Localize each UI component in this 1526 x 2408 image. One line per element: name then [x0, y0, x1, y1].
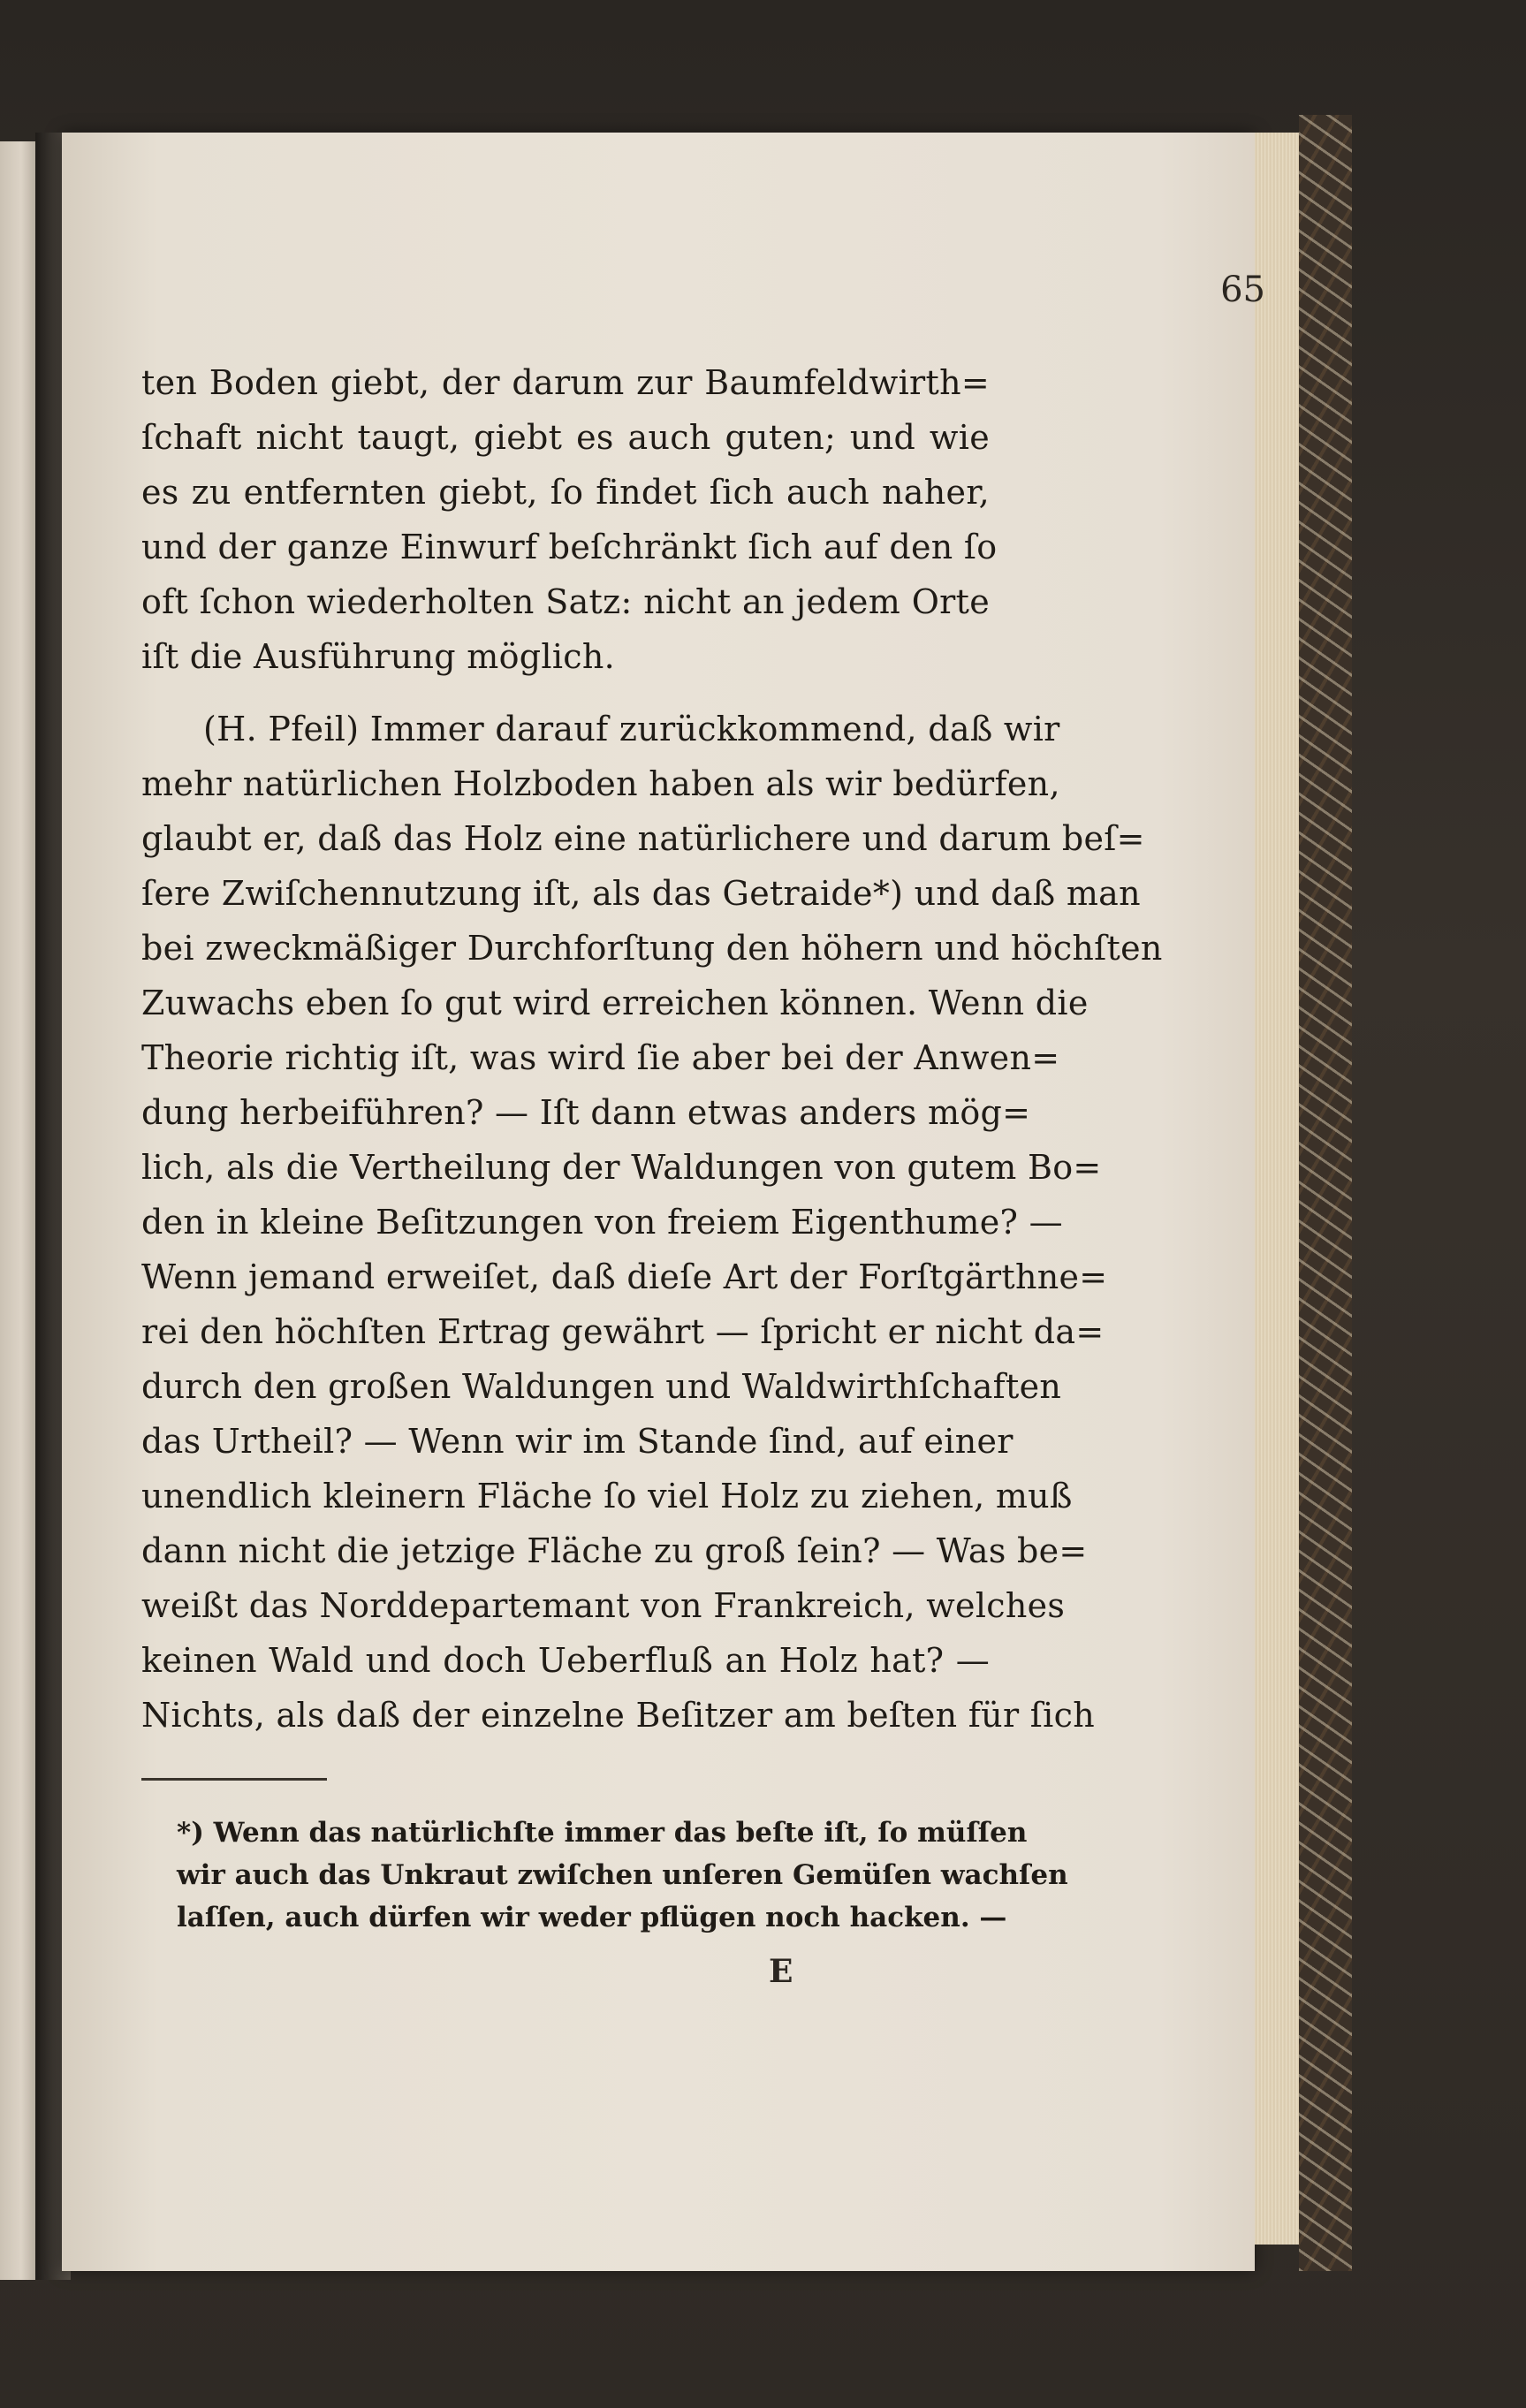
- text-line: lich, als die Vertheilung der Waldungen von gutem Bo=: [141, 1148, 1102, 1187]
- text-line: weißt das Norddepartemant von Frankreich, welches: [141, 1586, 1066, 1625]
- text-line: unendlich kleinern Fläche ſo viel Holz zu ziehen, muß: [141, 1477, 1073, 1515]
- text-line: den in kleine Beſitzungen von freiem Eigenthume? —: [141, 1203, 1063, 1242]
- footnote-line: laſſen, auch dürfen wir weder pflügen noch hacken. —: [177, 1902, 1007, 1933]
- text-line: das Urtheil? — Wenn wir im Stande ſind, auf einer: [141, 1422, 1014, 1461]
- text-line: durch den großen Waldungen und Waldwirthſchaften: [141, 1367, 1062, 1406]
- text-line: (H. Pfeil) Immer darauf zurückkommend, daß wir: [203, 710, 1060, 748]
- text-line: Theorie richtig iſt, was wird ſie aber bei der Anwen=: [141, 1038, 1060, 1077]
- left-page-edge: [0, 141, 35, 2280]
- text-line: ten Boden giebt, der darum zur Baumfeldwirth=: [141, 363, 990, 402]
- text-line: es zu entfernten giebt, ſo findet ſich auch naher,: [141, 473, 990, 512]
- footnote-line: wir auch das Unkraut zwiſchen unſeren Gemüſen wachſen: [177, 1859, 1068, 1891]
- text-line: dann nicht die jetzige Fläche zu groß ſein? — Was be=: [141, 1531, 1088, 1570]
- text-line: und der ganze Einwurf beſchränkt ſich auf den ſo: [141, 528, 998, 566]
- text-line: Nichts, als daß der einzelne Beſitzer am beſten für ſich: [141, 1696, 1095, 1735]
- main-text: [141, 355, 1163, 1743]
- text-line: ſere Zwiſchennutzung iſt, als das Getraide*) und daß man: [141, 874, 1141, 913]
- text-line: Zuwachs eben ſo gut wird erreichen können. Wenn die: [141, 984, 1089, 1022]
- text-line: dung herbeiführen? — Iſt dann etwas anders mög=: [141, 1093, 1031, 1132]
- text-line: keinen Wald und doch Ueberfluß an Holz hat? —: [141, 1641, 990, 1680]
- text-line: bei zweckmäßiger Durchforſtung den höhern und höchſten: [141, 929, 1163, 968]
- text-line: iſt die Ausführung möglich.: [141, 637, 616, 676]
- text-line: glaubt er, daß das Holz eine natürlichere und darum beſ=: [141, 819, 1145, 858]
- page-number: 65: [1220, 270, 1265, 310]
- text-line: mehr natürlichen Holzboden haben als wir bedürfen,: [141, 764, 1060, 803]
- marbled-cover: [1299, 115, 1352, 2271]
- footnote-divider: [141, 1778, 327, 1781]
- text-line: Wenn jemand erweiſet, daß dieſe Art der Forſtgärthne=: [141, 1257, 1108, 1296]
- signature-mark: E: [769, 1953, 793, 1990]
- text-line: ſchaft nicht taugt, giebt es auch guten; und wie: [141, 418, 990, 457]
- footnote: [177, 1812, 1068, 1939]
- footnote-line: *) Wenn das natürlichſte immer das beſte iſt, ſo müſſen: [177, 1817, 1028, 1849]
- text-line: oft ſchon wiederholten Satz: nicht an jedem Orte: [141, 582, 990, 621]
- text-line: rei den höchſten Ertrag gewährt — ſpricht er nicht da=: [141, 1312, 1105, 1351]
